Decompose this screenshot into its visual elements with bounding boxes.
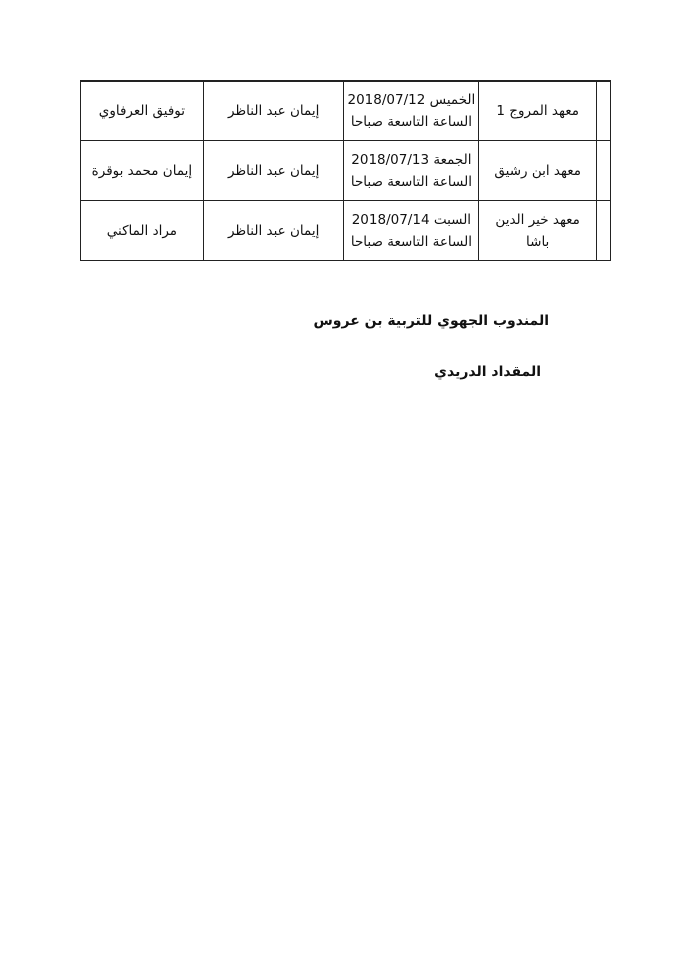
- time: الساعة التاسعة صباحا: [350, 233, 472, 250]
- table-row: [81, 81, 611, 141]
- date-cell: [344, 201, 479, 261]
- date-cell: [344, 141, 479, 201]
- person1-name: إيمان عبد الناظر: [227, 162, 320, 179]
- signature-name: المقداد الدريدي: [434, 364, 541, 380]
- institute-name-line1: معهد خير الدين: [495, 211, 580, 228]
- schedule-table: [80, 80, 611, 261]
- day-date: الخميس 2018/07/12: [347, 91, 476, 108]
- institute-cell: [479, 141, 597, 201]
- date-cell: [344, 81, 479, 141]
- table-cell-stub: [597, 141, 611, 201]
- person2-name: إيمان محمد بوقرة: [91, 162, 193, 179]
- institute-cell: [479, 81, 597, 141]
- person2-name: مراد الماكني: [106, 222, 178, 239]
- day-date: الجمعة 2018/07/13: [351, 151, 472, 168]
- person2-name: توفيق العرفاوي: [98, 102, 186, 119]
- institute-name: معهد المروج 1: [496, 102, 579, 119]
- institute-name: معهد ابن رشيق: [494, 162, 581, 179]
- day-date: السبت 2018/07/14: [351, 211, 472, 228]
- table-row: [81, 141, 611, 201]
- time: الساعة التاسعة صباحا: [350, 173, 472, 190]
- person2-cell: [81, 141, 204, 201]
- person1-cell: [203, 141, 344, 201]
- person1-name: إيمان عبد الناظر: [227, 222, 320, 239]
- signature-title: المندوب الجهوي للتربية بن عروس: [313, 313, 549, 329]
- institute-cell: [479, 201, 597, 261]
- time: الساعة التاسعة صباحا: [350, 113, 472, 130]
- person1-name: إيمان عبد الناظر: [227, 102, 320, 119]
- person2-cell: [81, 81, 204, 141]
- table-row: [81, 201, 611, 261]
- person1-cell: [203, 81, 344, 141]
- table-cell-stub: [597, 201, 611, 261]
- person2-cell: [81, 201, 204, 261]
- table-cell-stub: [597, 81, 611, 141]
- person1-cell: [203, 201, 344, 261]
- institute-name-line2: باشا: [526, 233, 550, 250]
